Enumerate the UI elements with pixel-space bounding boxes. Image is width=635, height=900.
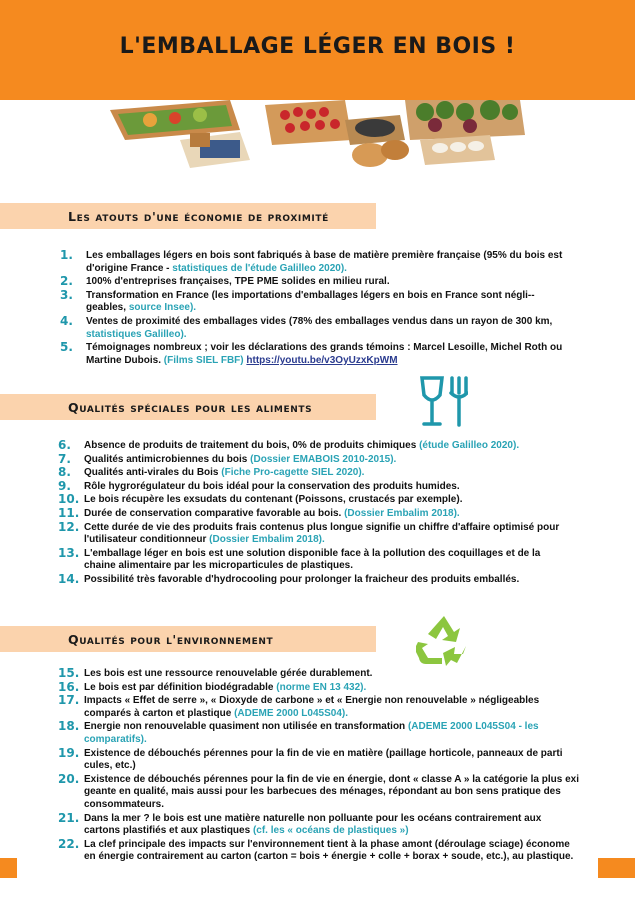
item-number: 5. xyxy=(60,340,73,355)
item-text: Qualités antimicrobiennes du bois xyxy=(84,453,251,465)
list-item xyxy=(60,340,567,367)
list-item xyxy=(58,771,580,812)
item-text: 100% d'entreprises françaises, TPE PME solides en milieu rural. xyxy=(86,276,390,288)
list-item xyxy=(60,274,567,289)
item-text: Possibilité très favorable d'hydrocooling pour prolonger la fraicheur des produits emballés. xyxy=(84,573,520,585)
item-number: 18. xyxy=(58,719,80,734)
item-number: 11. xyxy=(58,505,80,520)
item-number: 4. xyxy=(60,313,73,328)
list-item xyxy=(58,438,570,453)
footer-accent-right xyxy=(598,858,635,878)
item-text: Qualités anti-virales du Bois xyxy=(84,467,222,479)
item-number: 15. xyxy=(58,666,80,680)
item-text: Existence de débouchés pérennes pour la fin de vie en matière (paillage horticole, panneaux de parti cules, etc.) xyxy=(84,747,563,772)
item-number: 13. xyxy=(58,545,80,560)
item-number: 3. xyxy=(60,287,73,302)
item-reference: (cf. les « océans de plastiques ») xyxy=(252,825,409,837)
list-item xyxy=(58,571,570,587)
list-proximite xyxy=(60,248,567,367)
list-item xyxy=(58,679,580,695)
item-number: 9. xyxy=(58,478,71,493)
section-title-proximite: Les atouts d'une économie de proximité xyxy=(68,209,329,224)
list-item xyxy=(58,719,580,746)
list-item xyxy=(60,248,567,275)
item-number: 6. xyxy=(58,438,71,452)
item-reference: (norme EN 13 432). xyxy=(276,681,367,693)
list-item xyxy=(58,478,570,494)
youtube-link[interactable]: https://youtu.be/v3OyUzxKpWM xyxy=(246,354,398,366)
item-text: Energie non renouvelable quasiment non utilisée en transformation xyxy=(84,721,408,733)
item-number: 8. xyxy=(58,465,71,480)
list-item xyxy=(58,465,570,480)
item-text: Absence de produits de traitement du bois, 0% de produits chimiques xyxy=(84,440,420,451)
item-number: 16. xyxy=(58,679,80,694)
item-reference: source Insee). xyxy=(128,302,197,314)
item-reference: (Dossier Embalim 2018). xyxy=(209,534,325,546)
item-number: 12. xyxy=(58,519,80,534)
section-title-aliments: Qualités spéciales pour les aliments xyxy=(68,400,313,415)
item-number: 20. xyxy=(58,771,80,786)
produce-crates-image xyxy=(0,100,635,190)
item-text: Dans la mer ? le bois est une matière naturelle non polluante pour les océans contrairement aux cartons plastifiés et aux plastiques xyxy=(84,812,542,837)
list-item xyxy=(58,505,570,521)
item-text: Cette durée de vie des produits frais contenus plus longue signifie un chiffre d'affaire optimisé pour l'utilisateur conditionneur xyxy=(84,521,560,546)
list-item xyxy=(58,451,570,467)
item-number: 17. xyxy=(58,693,80,708)
item-reference: (étude Galilleo 2020). xyxy=(419,440,520,451)
list-item xyxy=(58,693,580,720)
list-aliments xyxy=(58,438,570,587)
item-text: Transformation en France (les importations d'emballages légers en bois en France sont négli--geables, xyxy=(86,289,535,314)
item-number: 14. xyxy=(58,571,80,586)
item-reference: statistiques Galilleo). xyxy=(86,328,187,340)
item-text: Le bois récupère les exsudats du contenant (Poissons, crustacés par exemple). xyxy=(84,494,463,506)
item-reference: (ADEME 2000 L045S04 - les comparatifs). xyxy=(84,721,539,745)
item-reference: (Dossier Embalim 2018). xyxy=(344,507,460,519)
list-item xyxy=(58,745,580,773)
footer-accent-left xyxy=(0,858,17,878)
item-text: Durée de conservation comparative favorable au bois. xyxy=(84,507,345,519)
item-number: 2. xyxy=(60,274,73,289)
page-title: L'EMBALLAGE LÉGER EN BOIS ! xyxy=(119,34,516,59)
list-item xyxy=(58,492,570,507)
list-environnement xyxy=(58,666,580,864)
item-number: 7. xyxy=(58,451,71,466)
list-item xyxy=(60,287,567,315)
recycle-icon xyxy=(416,612,472,668)
item-reference: (ADEME 2000 L045S04). xyxy=(234,707,349,719)
item-number: 19. xyxy=(58,745,80,760)
glass-fork-icon xyxy=(418,375,468,429)
item-text: Impacts « Effet de serre », « Dioxyde de carbone » et « Energie non renouvelable » négligeables comparés à carton et plastique xyxy=(84,695,540,719)
item-text: Ventes de proximité des emballages vides (78% des emballages vendus dans un rayon de 300 km, xyxy=(86,315,553,327)
item-text: Existence de débouchés pérennes pour la fin de vie en énergie, dont « classe A » la catégorie la plus exi geante en qualité, mais aussi pour les barbecues des ménages, répondant au bon sens pratique des consommateurs. xyxy=(84,773,579,810)
section-title-environnement: Qualités pour l'environnement xyxy=(68,632,274,647)
list-item xyxy=(58,836,580,864)
item-number: 10. xyxy=(58,492,80,507)
list-item xyxy=(60,313,567,341)
list-item xyxy=(58,810,580,838)
item-number: 1. xyxy=(60,248,73,262)
item-text: Témoignages nombreux ; voir les déclarations des grands témoins : Marcel Lesoille, Michel Roth ou Martine Dubois. xyxy=(86,342,563,366)
item-reference: statistiques de l'étude Galilleo 2020). xyxy=(172,262,347,274)
item-text: Les bois est une ressource renouvelable gérée durablement. xyxy=(84,668,373,679)
list-item xyxy=(58,519,570,547)
list-item xyxy=(58,666,580,681)
item-number: 21. xyxy=(58,810,80,825)
item-text: Les emballages légers en bois sont fabriqués à base de matière première française (95% du bois est d'origine France - xyxy=(86,250,563,274)
item-text: Le bois est par définition biodégradable xyxy=(84,681,277,693)
item-text: La clef principale des impacts sur l'environnement tient à la phase amont (déroulage sciage) économe en énergie contrairement au carton (carton = bois + énergie + colle + borax + soude, etc.), au plastique. xyxy=(84,838,574,863)
item-text: Rôle hygrorégulateur du bois idéal pour la conservation des produits humides. xyxy=(84,480,460,492)
item-number: 22. xyxy=(58,836,80,851)
item-reference: (Dossier EMABOIS 2010-2015). xyxy=(250,453,397,465)
item-text: L'emballage léger en bois est une solution disponible face à la pollution des coquillages et de la chaine alimentaire par les microparticules de plastiques. xyxy=(84,547,541,572)
item-reference: (Fiche Pro-cagette SIEL 2020). xyxy=(221,467,365,479)
item-reference: (Films SIEL FBF) xyxy=(163,354,247,366)
list-item xyxy=(58,545,570,573)
